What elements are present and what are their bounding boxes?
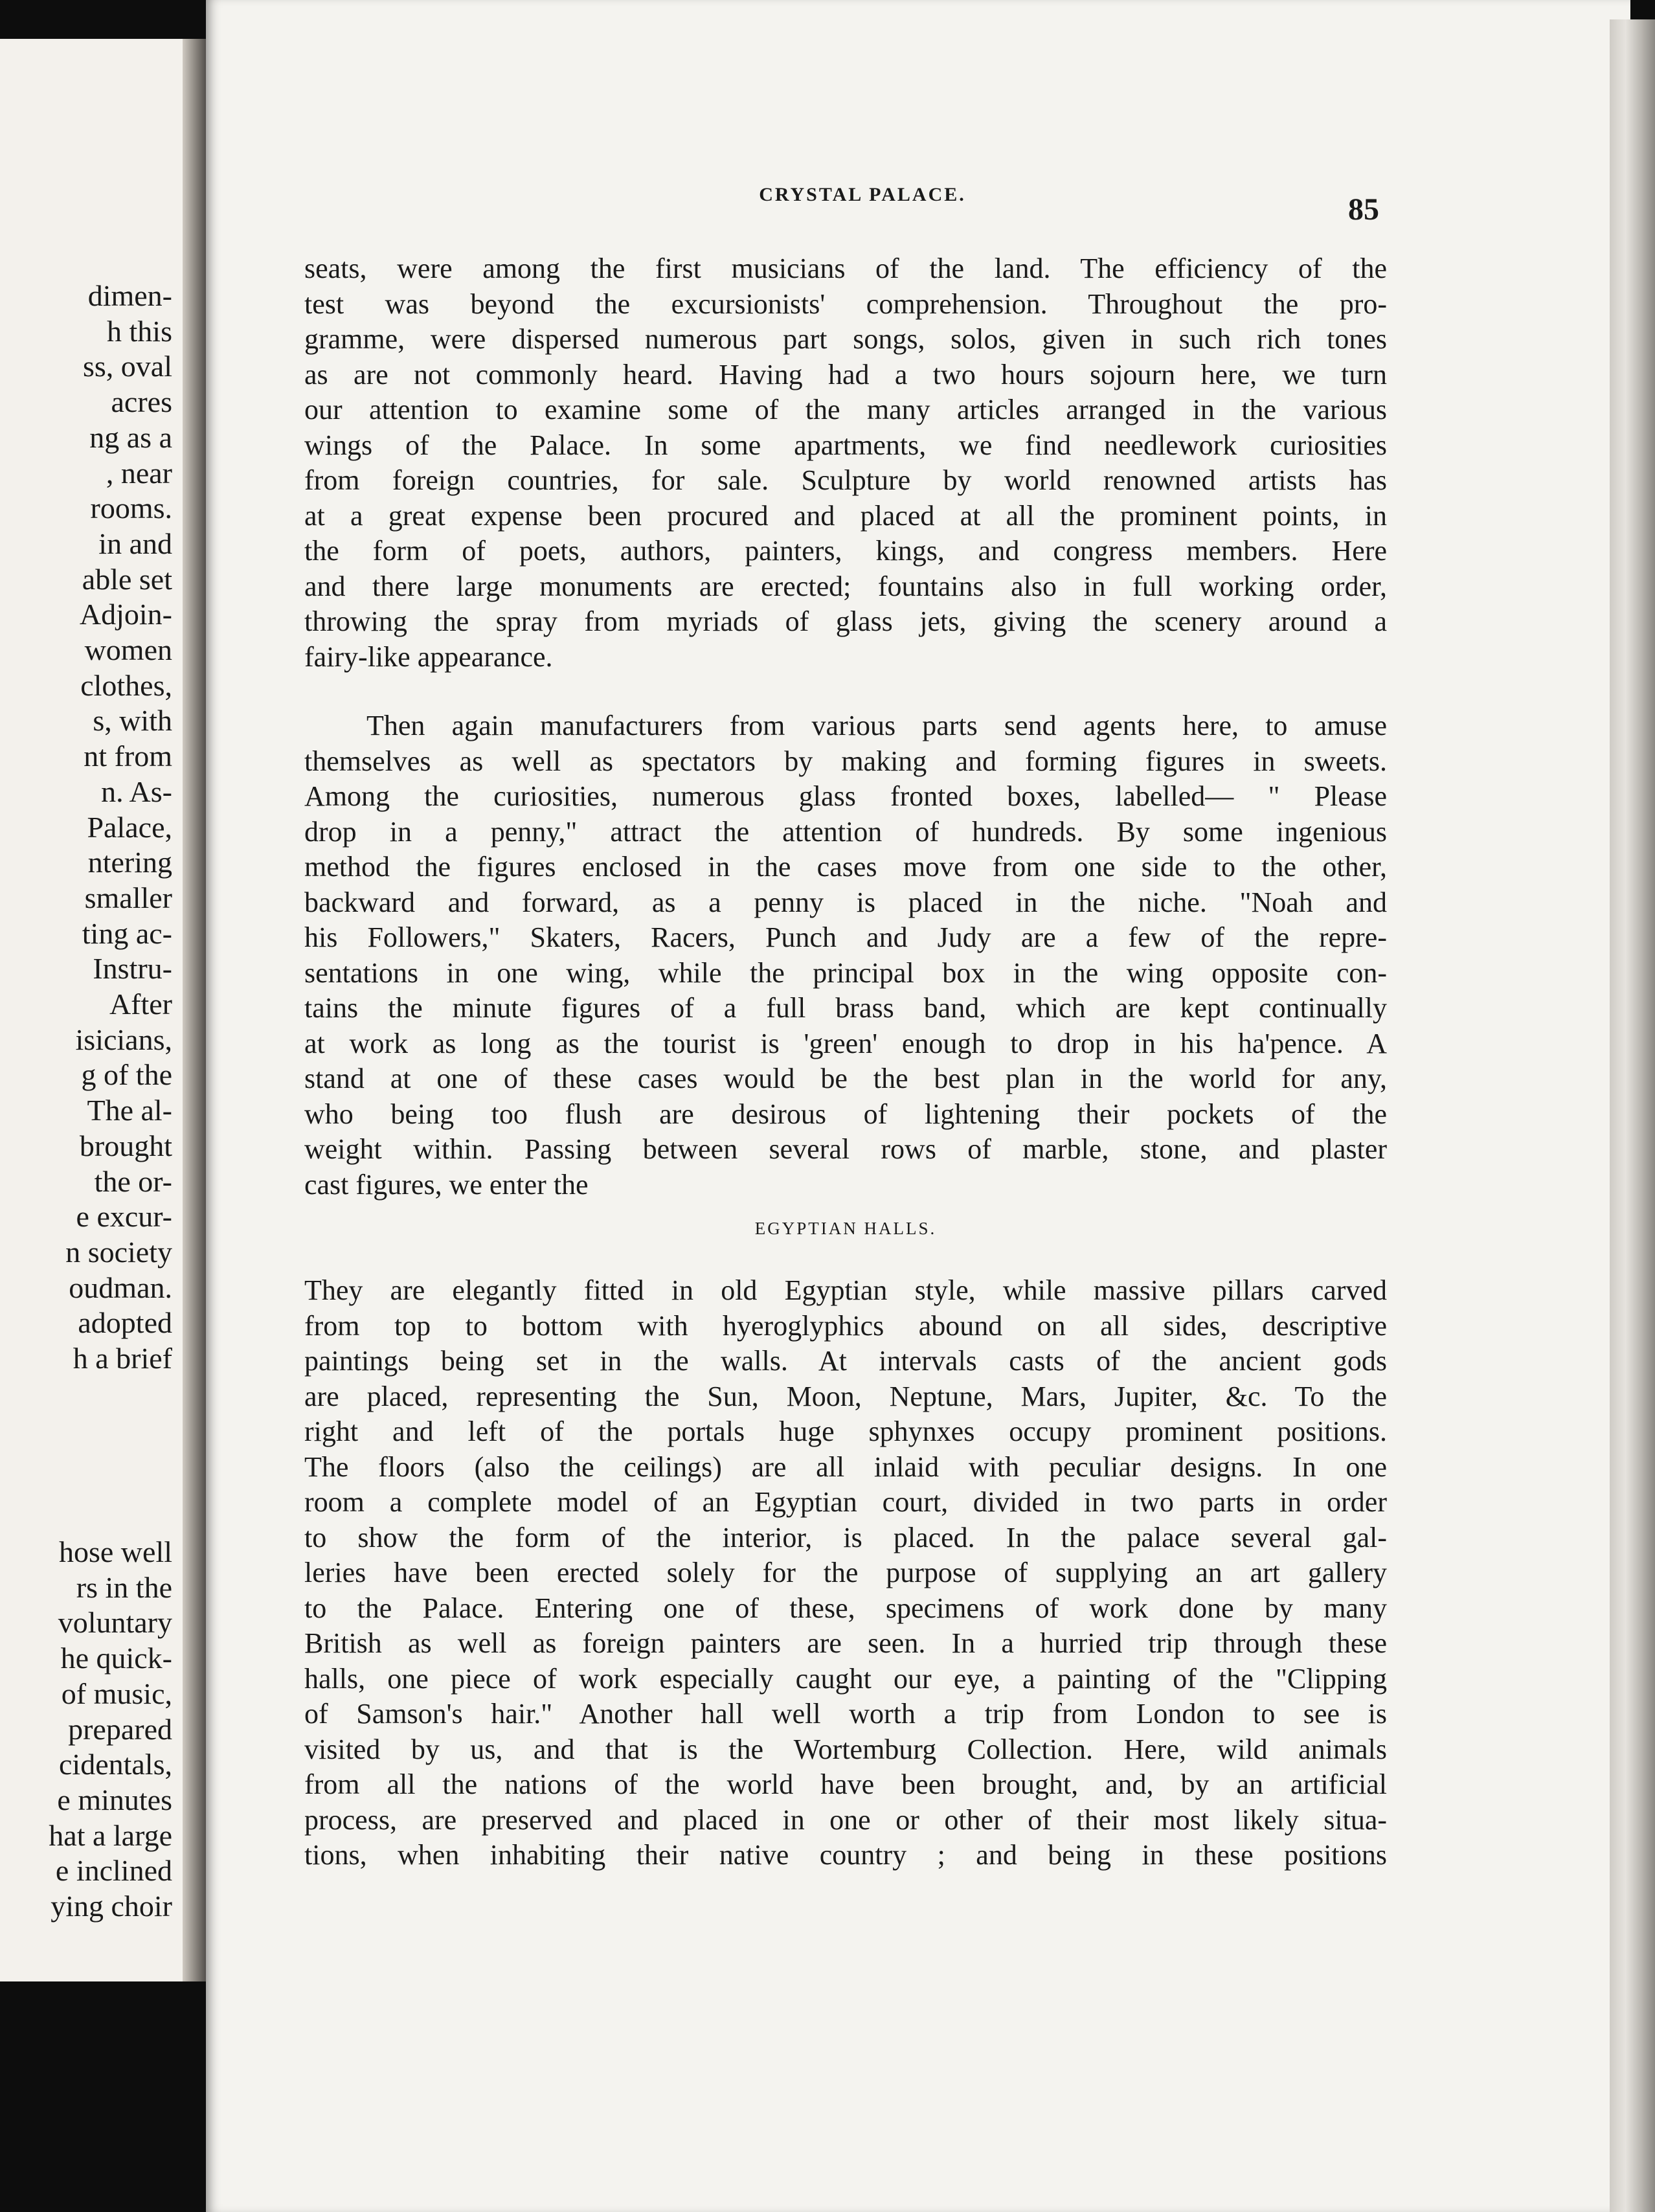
text-line: sentations in one wing, while the principal box in the wing opposite con- [304,956,1387,989]
facing-line: Instru- [93,952,172,986]
facing-line: rs in the [76,1570,172,1604]
text-line: wings of the Palace. In some apartments, we find needlework curiosities [304,429,1387,461]
text-line: paintings being set in the walls. At intervals casts of the ancient gods [304,1345,1387,1377]
facing-line: The al- [87,1094,172,1127]
facing-line: adopted [78,1306,172,1340]
text-line: and there large monuments are erected; fountains also in full working order, [304,570,1387,602]
text-line: the form of poets, authors, painters, kings, and congress members. Here [304,535,1387,567]
facing-line: prepared [68,1712,172,1746]
facing-line: n. As- [101,774,172,808]
facing-line: the or- [94,1164,172,1198]
text-line: our attention to examine some of the many articles arranged in the various [304,394,1387,425]
facing-line: clothes, [80,668,172,702]
text-line: from foreign countries, for sale. Sculpture by world renowned artists has [304,464,1387,496]
facing-line: nt from [84,739,172,773]
text-line: fairy-like appearance. [304,640,553,673]
facing-line: hose well [58,1535,172,1568]
text-line: to the Palace. Entering one of these, specimens of work done by many [304,1592,1387,1624]
facing-line: h this [107,314,172,348]
text-line: leries have been erected solely for the purpose of supplying an art gallery [304,1557,1387,1588]
facing-line: cidentals, [59,1748,172,1781]
facing-line: oudman. [69,1270,172,1304]
page-number: 85 [1348,192,1379,227]
facing-line: able set [82,562,172,596]
facing-line: ng as a [89,420,172,454]
text-line: gramme, were dispersed numerous part songs, solos, given in such rich tones [304,323,1387,355]
facing-line: Palace, [87,810,172,844]
text-line: right and left of the portals huge sphynxes occupy prominent positions. [304,1416,1387,1447]
facing-line: voluntary [58,1606,172,1640]
text-line: method the figures enclosed in the cases move from one side to the other, [304,851,1387,883]
facing-page-text [17,278,172,1377]
facing-line: rooms. [90,491,172,525]
facing-line: ying choir [51,1890,172,1923]
facing-line: e minutes [57,1783,172,1816]
facing-line: acres [111,385,172,419]
facing-line: s, with [93,704,172,738]
running-head: CRYSTAL PALACE. [759,184,966,205]
text-line: are placed, representing the Sun, Moon, Neptune, Mars, Jupiter, &c. To the [304,1380,1387,1412]
text-line: halls, one piece of work especially caught our eye, a painting of the "Clipping [304,1662,1387,1695]
text-line: themselves as well as spectators by making and forming figures in sweets. [304,745,1387,777]
facing-line: ting ac- [82,916,172,950]
text-line: cast figures, we enter the [304,1168,589,1201]
text-line: at a great expense been procured and placed at all the prominent points, in [304,499,1387,532]
paragraph-1 [304,251,1387,675]
text-line: from top to bottom with hyeroglyphics abound on all sides, descriptive [304,1309,1387,1342]
facing-line: in and [98,526,172,560]
text-line: throwing the spray from myriads of glass jets, giving the scenery around a [304,605,1387,637]
facing-line: Adjoin- [79,598,172,631]
text-line: from all the nations of the world have been brought, and, by an artificial [304,1768,1387,1800]
text-line: Then again manufacturers from various parts send agents here, to amuse [366,710,1387,741]
paragraph-3 [304,1273,1387,1873]
facing-page-text-lower [17,1535,172,1924]
facing-line: he quick- [60,1642,172,1675]
facing-line: hat a large [49,1818,172,1852]
text-line: British as well as foreign painters are seen. In a hurried trip through these [304,1627,1387,1659]
text-line: seats, were among the first musicians of the land. The efficiency of the [304,253,1387,284]
paragraph-2 [304,708,1387,1202]
text-line: stand at one of these cases would be the best plan in the world for any, [304,1063,1387,1094]
text-line: process, are preserved and placed in one or other of their most likely situa- [304,1803,1387,1836]
facing-line: After [109,988,172,1021]
facing-line: brought [79,1129,172,1162]
facing-line: , near [106,456,172,490]
text-line: as are not commonly heard. Having had a two hours sojourn here, we turn [304,358,1387,390]
text-line: They are elegantly fitted in old Egyptian style, while massive pillars carved [304,1274,1387,1306]
text-line: tains the minute figures of a full brass band, which are kept continually [304,992,1387,1024]
text-line: test was beyond the excursionists' comprehension. Throughout the pro- [304,288,1387,320]
text-line: to show the form of the interior, is placed. In the palace several gal- [304,1521,1387,1553]
text-line: drop in a penny," attract the attention of hundreds. By some ingenious [304,815,1387,848]
facing-line: ss, oval [83,350,172,383]
text-line: The floors (also the ceilings) are all inlaid with peculiar designs. In one [304,1450,1387,1483]
facing-line: of music, [61,1676,172,1710]
text-line: of Samson's hair." Another hall well worth a trip from London to see is [304,1698,1387,1730]
text-line: at work as long as the tourist is 'green' enough to drop in his ha'pence. A [304,1027,1387,1059]
facing-line: n society [65,1235,172,1269]
section-heading: EGYPTIAN HALLS. [754,1219,937,1238]
facing-page [0,39,183,1981]
page-edges [1610,19,1655,2212]
facing-line: e inclined [55,1854,172,1888]
text-line: backward and forward, as a penny is placed in the niche. "Noah and [304,886,1387,918]
facing-line: dimen- [87,279,172,312]
text-line: visited by us, and that is the Wortemburg Collection. Here, wild animals [304,1733,1387,1765]
facing-line: h a brief [73,1342,172,1375]
text-line: room a complete model of an Egyptian court, divided in two parts in order [304,1486,1387,1518]
facing-line: e excur- [76,1200,172,1234]
text-line: his Followers," Skaters, Racers, Punch and Judy are a few of the repre- [304,921,1387,953]
text-line: tions, when inhabiting their native country ; and being in these positions [304,1839,1387,1871]
facing-line: smaller [84,881,172,914]
facing-line: isicians, [75,1022,172,1056]
facing-line: women [84,633,172,667]
text-line: who being too flush are desirous of lightening their pockets of the [304,1098,1387,1130]
facing-line: ntering [87,846,172,879]
text-line: Among the curiosities, numerous glass fronted boxes, labelled— " Please [304,780,1387,812]
text-line: weight within. Passing between several rows of marble, stone, and plaster [304,1133,1387,1165]
facing-line: g of the [81,1058,172,1092]
